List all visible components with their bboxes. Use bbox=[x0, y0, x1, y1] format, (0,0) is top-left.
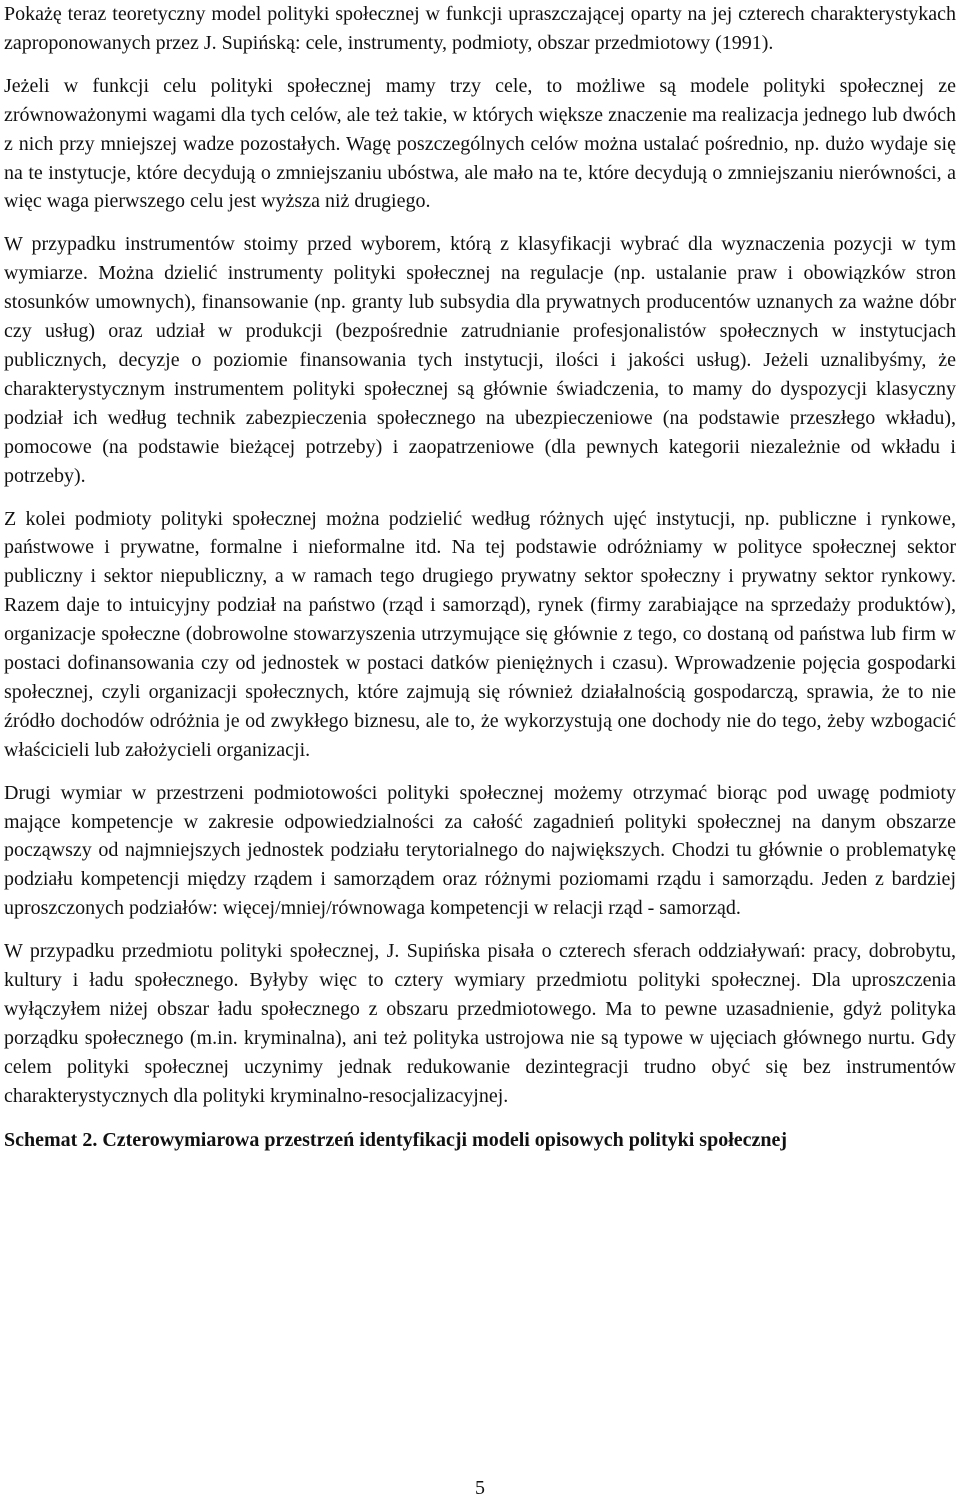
figure-caption: Schemat 2. Czterowymiarowa przestrzeń identyfikacji modeli opisowych polityki społecznej bbox=[4, 1128, 788, 1151]
paragraph-second-dimension: Drugi wymiar w przestrzeni podmiotowości polityki społecznej możemy otrzymać biorąc pod uwagę podmioty mające kompetencje w zakresie odpowiedzialności za całość zagadnień polityki społecznej na danym obszarze począwszy od najmniejszych jednostek podziału terytorialnego do największych. Chodzi tu głównie o problematykę podziału kompetencji między rządem i samorządem oraz różnymi poziomami rządu i samorządu. Jeden z bardziej uproszczonych podziałów: więcej/mniej/równowaga kompetencji w relacji rząd - samorząd. bbox=[4, 781, 956, 920]
paragraph-subject-area: W przypadku przedmiotu polityki społecznej, J. Supińska pisała o czterech sferach oddziaływań: pracy, dobrobytu, kultury i ładu społecznego. Byłyby więc to cztery wymiary przedmiotu polityki społecznej. Dla uproszczenia wyłączyłem niżej obszar ładu społecznego z obszaru przedmiotowego. Ma to pewne uzasadnienie, gdyż polityka porządku społecznego (m.in. kryminalna), ani też polityka ustrojowa nie są typowe w ujęciach głównego nurtu. Gdy celem polityki społecznej uczynimy jednak redukowanie dezintegracji trudno obyć się bez instrumentów charakterystycznych dla polityki kryminalno-resocjalizacyjnej. bbox=[4, 940, 956, 1107]
paragraph-goals: Jeżeli w funkcji celu polityki społecznej mamy trzy cele, to możliwe są modele polityki społecznej ze zrównoważonymi wagami dla tych celów, ale też takie, w których większe znaczenie ma realizacja jednego lub dwóch z nich przy mniejszej wadze pozostałych. Wagę poszczególnych celów można ustalać pośrednio, np. dużo wydaje się na te instytucje, które decydują o zmniejszaniu ubóstwa, ale mało na te, które decydują o zmniejszaniu nierówności, a więc waga pierwszego celu jest wyższa niż drugiego. bbox=[4, 74, 956, 213]
paragraph-model-intro: Pokażę teraz teoretyczny model polityki społecznej w funkcji upraszczającej oparty na jej czterech charakterystykach zaproponowanych przez J. Supińską: cele, instrumenty, podmioty, obszar przedmiotowy (1991). bbox=[4, 3, 956, 54]
document-page bbox=[4, 0, 956, 1155]
paragraph-instruments: W przypadku instrumentów stoimy przed wyborem, którą z klasyfikacji wybrać dla wyznaczenia pozycji w tym wymiarze. Można dzielić instrumenty polityki społecznej na regulacje (np. ustalanie praw i obowiązków stron stosunków umownych), finansowanie (np. granty lub subsydia dla prywatnych producentów uznanych za ważne dóbr czy usług) oraz udział w produkcji (bezpośrednie zatrudnianie profesjonalistów społecznych w instytucjach publicznych, decyzje o poziomie finansowania tych instytucji, ilości i jakości usług). Jeżeli uznalibyśmy, że charakterystycznym instrumentem polityki społecznej są głównie świadczenia, to mamy do dyspozycji klasyczny podział ich według technik zabezpieczenia społecznego na ubezpieczeniowe (na podstawie przeszłego wkładu), pomocowe (na podstawie bieżącej potrzeby) i zaopatrzeniowe (dla pewnych kategorii niezależnie od wkładu i potrzeby). bbox=[4, 233, 956, 487]
paragraph-actors: Z kolei podmioty polityki społecznej można podzielić według różnych ujęć instytucji, np. publiczne i rynkowe, państwowe i prywatne, formalne i nieformalne itd. Na tej podstawie odróżniamy w polityce społecznej sektor publiczny i sektor niepubliczny, a w ramach tego drugiego prywatny sektor społeczny i prywatny sektor rynkowy. Razem daje to intuicyjny podział na państwo (rząd i samorząd), rynek (firmy zarabiające na sprzedaży produktów), organizacje społeczne (dobrowolne stowarzyszenia utrzymujące się głównie z tego, co dostaną od państwa lub firm w postaci dofinansowania czy od jednostek w postaci datków pieniężnych i czasu). Wprowadzenie pojęcia gospodarki społecznej, czyli organizacji społecznych, które zajmują się również działalnością gospodarczą, sprawia, że to nie źródło dochodów odróżnia je od zwykłego biznesu, ale to, że wykorzystują one dochody nie do tego, żeby wzbogacić właścicieli lub założycieli organizacji. bbox=[4, 507, 956, 761]
page-number: 5 bbox=[475, 1477, 485, 1499]
